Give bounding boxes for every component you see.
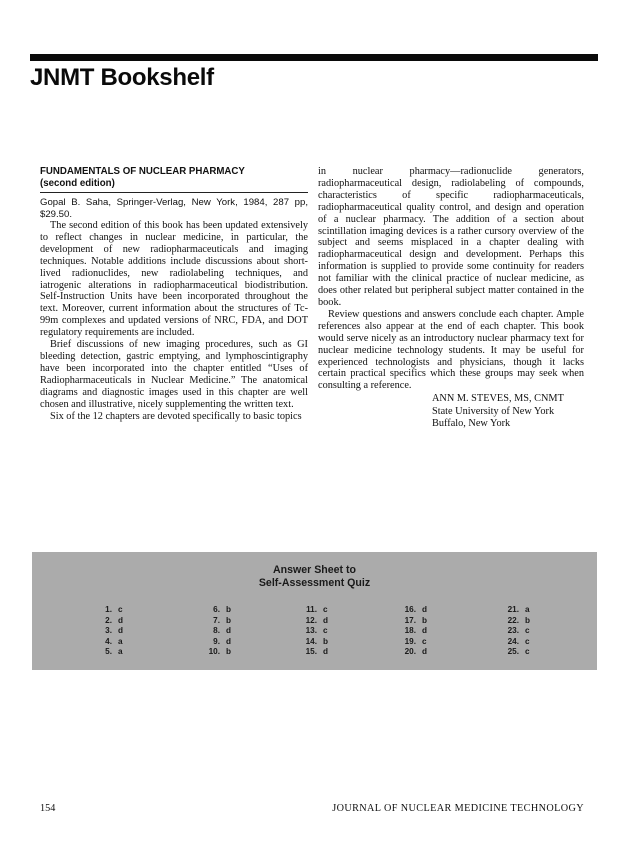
answer-letter: c (323, 626, 328, 636)
section-title: JNMT Bookshelf (30, 64, 214, 91)
answer-row (497, 616, 530, 627)
review-paragraph-3-continued: in nuclear pharmacy—radionuclide generators, radiopharmaceutical design, radiolabeling of compounds, characteristics of specific radiopharmaceuticals, radiopharmaceutical quality control, and design and operation of a nuclear pharmacy. The addition of a section about scintillation imaging devices is a rather cursory overview of the subject and seems misplaced in a chapter dealing with radiopharmaceutical design and development. Perhaps this information is supplied to provide some continuity for readers not familiar with the clinical practice of nuclear medicine, as does other related but peripheral subject matter contained in the book. (318, 166, 584, 308)
question-number: 1. (105, 605, 112, 614)
answer-row (295, 605, 328, 616)
answer-row (198, 626, 231, 637)
answer-row (198, 647, 231, 658)
question-number: 13. (305, 626, 317, 636)
answer-row (295, 647, 328, 658)
answer-row (90, 605, 123, 616)
answer-letter: a (118, 647, 123, 657)
answer-letter: b (226, 647, 232, 657)
question-number: 9. (213, 636, 220, 646)
answer-column (497, 605, 530, 658)
question-number: 2. (105, 615, 112, 625)
answer-row (394, 637, 427, 648)
reviewer-name: ANN M. STEVES, MS, CNMT (432, 393, 564, 405)
question-number: 11. (306, 605, 317, 614)
book-citation: Gopal B. Saha, Springer-Verlag, New York, 1984, 287 pp, $29.50. (40, 197, 308, 220)
answer-column (90, 605, 123, 658)
answer-letter: b (525, 615, 531, 625)
answer-letter: b (226, 605, 232, 614)
reviewer-affiliation: State University of New York (432, 405, 555, 417)
answer-letter: c (525, 636, 530, 646)
question-number: 15. (305, 647, 317, 657)
answer-letter: d (226, 636, 232, 646)
answer-row (90, 637, 123, 648)
answer-row (497, 637, 530, 648)
answer-row (198, 637, 231, 648)
review-paragraph-3-start: Six of the 12 chapters are devoted specifically to basic topics (50, 410, 302, 422)
answer-letter: b (226, 615, 232, 625)
question-number: 14. (305, 636, 317, 646)
answer-letter: d (226, 626, 232, 636)
answer-sheet-title-line2: Self-Assessment Quiz (258, 576, 371, 589)
question-number: 19. (404, 636, 416, 646)
left-column (40, 166, 308, 422)
answer-row (497, 647, 530, 658)
question-number: 7. (213, 615, 220, 625)
question-number: 20. (404, 647, 416, 657)
question-number: 8. (213, 626, 220, 636)
answer-row (90, 616, 123, 627)
answer-row (497, 626, 530, 637)
answer-letter: c (525, 626, 530, 636)
review-paragraph-4: Review questions and answers conclude each chapter. Ample references also appear at the end of each chapter. This book would serve nicely as an introductory nuclear pharmacy text for nuclear medicine technology students. It may be useful for experienced technologists and physicians, though it lacks certain practical specifics which these groups may seek when consulting a reference. (318, 308, 584, 392)
reviewer-location: Buffalo, New York (432, 417, 511, 429)
answer-sheet-box (32, 552, 597, 670)
question-number: 22. (507, 615, 519, 625)
answer-letter: c (422, 636, 427, 646)
answer-sheet-title-line1: Answer Sheet to (272, 564, 356, 576)
answer-row (394, 616, 427, 627)
answer-letter: a (525, 605, 530, 614)
question-number: 18. (404, 626, 416, 636)
answer-row (394, 605, 427, 616)
answer-letter: c (323, 605, 328, 614)
page-number: 154 (40, 803, 56, 814)
question-number: 10. (208, 647, 220, 657)
answer-row (497, 605, 530, 616)
review-paragraph-1: The second edition of this book has been updated extensively to reflect changes in nuclear medicine, in particular, the development of new radiopharmaceuticals and imaging techniques. Notable additions include discussions about short-lived radionuclides, new radiolabeling techniques, and iatrogenic alterations in radiopharmaceutical biodistribution. Self-Instruction Units have been incorporated throughout the text. Moreover, current information about the structures of Tc-99m complexes and updated versions of NRC, FDA, and DOT regulatory requirements are included. (40, 220, 308, 339)
answer-column (394, 605, 427, 658)
question-number: 4. (105, 636, 112, 646)
answer-letter: b (422, 615, 428, 625)
journal-name: JOURNAL OF NUCLEAR MEDICINE TECHNOLOGY (332, 803, 584, 814)
review-paragraph-2: Brief discussions of new imaging procedures, such as GI bleeding detection, gastric emptying, and lymphoscintigraphy have been incorporated into the chapter entitled “Uses of Radiopharmaceuticals in Nuclear Medicine.” The anatomical diagrams and diagnostic images used in this chapter are well chosen and illustrative, nicely supplementing the written text. (40, 339, 308, 410)
question-number: 17. (404, 615, 416, 625)
question-number: 25. (507, 647, 519, 657)
answer-letter: d (323, 615, 329, 625)
question-number: 23. (507, 626, 519, 636)
right-column (318, 166, 584, 430)
answer-letter: d (118, 615, 124, 625)
answer-letter: d (118, 626, 124, 636)
answer-letter: b (323, 636, 329, 646)
book-title-rule (40, 192, 308, 193)
answer-row (295, 616, 328, 627)
answer-row (90, 626, 123, 637)
question-number: 5. (105, 647, 112, 657)
question-number: 16. (404, 605, 416, 614)
answer-row (295, 637, 328, 648)
answer-row (394, 647, 427, 658)
answer-letter: c (118, 605, 123, 614)
answer-letter: c (525, 647, 530, 657)
answer-row (198, 605, 231, 616)
answer-column (198, 605, 231, 658)
answer-letter: d (422, 647, 428, 657)
question-number: 6. (213, 605, 220, 614)
answer-letter: d (323, 647, 329, 657)
answer-row (90, 647, 123, 658)
book-edition: (second edition) (40, 177, 115, 189)
question-number: 3. (105, 626, 112, 636)
reviewer-signature (432, 393, 584, 430)
answer-sheet-title (32, 564, 597, 590)
question-number: 12. (305, 615, 317, 625)
question-number: 24. (507, 636, 519, 646)
book-title: FUNDAMENTALS OF NUCLEAR PHARMACY (40, 166, 245, 177)
answer-row (295, 626, 328, 637)
answer-letter: d (422, 626, 428, 636)
question-number: 21. (507, 605, 519, 614)
answer-row (198, 616, 231, 627)
answer-row (394, 626, 427, 637)
answer-column (295, 605, 328, 658)
header-rule (30, 54, 598, 61)
answer-letter: d (422, 605, 428, 614)
answer-letter: a (118, 636, 123, 646)
